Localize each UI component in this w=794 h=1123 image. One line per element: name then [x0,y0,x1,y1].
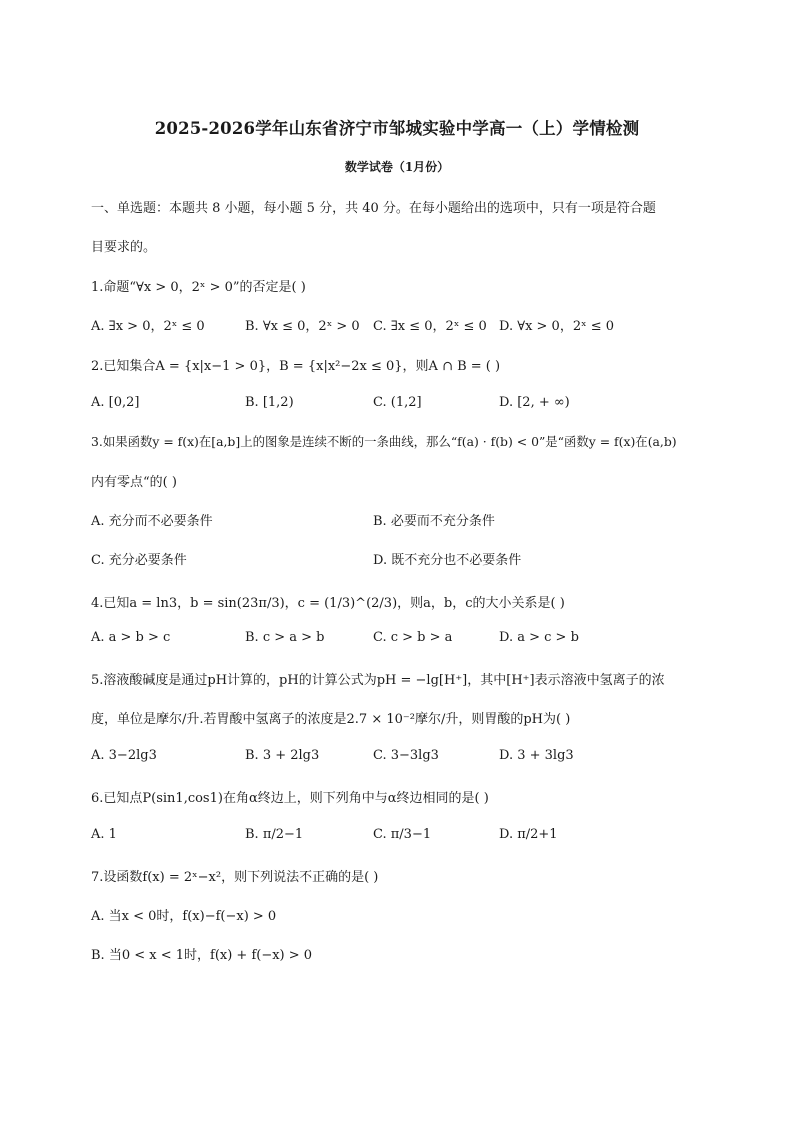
question-3-stem-line-1: 3.如果函数y = f(x)在[a,b]上的图象是连续不断的一条曲线，那么“f(a) · f(b) < 0”是“函数y = f(x)在(a,b) [91,434,677,449]
question-5-option-b: B. 3 + 2lg3 [245,748,320,763]
question-1-stem: 1.命题“∀x > 0，2ˣ > 0”的否定是( ) [91,280,306,295]
question-6-option-a: A. 1 [91,827,117,842]
question-6-option-c: C. π/3−1 [373,827,432,842]
exam-title: 2025-2026学年山东省济宁市邹城实验中学高一（上）学情检测 [154,119,640,138]
question-4-option-d: D. a > c > b [499,630,579,645]
question-3-stem-line-2: 内有零点“的( ) [91,475,177,490]
question-3-option-d: D. 既不充分也不必要条件 [373,553,522,568]
question-4-option-c: C. c > b > a [373,630,453,645]
question-1-option-c: C. ∃x ≤ 0，2ˣ ≤ 0 [373,319,487,334]
question-5-stem-line-2: 度，单位是摩尔/升.若胃酸中氢离子的浓度是2.7 × 10⁻²摩尔/升，则胃酸的pH为( ) [91,712,571,727]
section-instruction-line-1: 一、单选题：本题共 8 小题，每小题 5 分，共 40 分。在每小题给出的选项中，只有一项是符合题 [91,201,656,216]
question-3-option-b: B. 必要而不充分条件 [373,514,495,529]
question-7-stem: 7.设函数f(x) = 2ˣ−x²，则下列说法不正确的是( ) [91,870,379,885]
question-3-option-c: C. 充分必要条件 [91,553,187,568]
question-6-option-b: B. π/2−1 [245,827,304,842]
question-2-option-c: C. (1,2] [373,395,422,410]
question-2-stem: 2.已知集合A = {x|x−1 > 0}，B = {x|x²−2x ≤ 0}，则A ∩ B = ( ) [91,359,501,374]
question-1-option-d: D. ∀x > 0，2ˣ ≤ 0 [499,319,615,334]
question-6-stem: 6.已知点P(sin1,cos1)在角α终边上，则下列角中与α终边相同的是( ) [91,791,489,806]
question-7-option-a: A. 当x < 0时，f(x)−f(−x) > 0 [91,909,277,924]
question-1-option-b: B. ∀x ≤ 0，2ˣ > 0 [245,319,360,334]
question-2-option-b: B. [1,2) [245,395,294,410]
question-4-stem: 4.已知a = ln3，b = sin(23π/3)，c = (1/3)^(2/3)，则a，b，c的大小关系是( ) [91,596,565,611]
question-4-option-a: A. a > b > c [91,630,171,645]
question-5-option-a: A. 3−2lg3 [91,748,157,763]
question-4-option-b: B. c > a > b [245,630,325,645]
question-3-option-a: A. 充分而不必要条件 [91,514,213,529]
question-5-option-d: D. 3 + 3lg3 [499,748,574,763]
question-2-option-a: A. [0,2] [91,395,140,410]
question-2-option-d: D. [2, + ∞) [499,395,570,410]
exam-subtitle: 数学试卷（1月份） [344,160,450,174]
question-1-option-a: A. ∃x > 0，2ˣ ≤ 0 [91,319,205,334]
question-7-option-b: B. 当0 < x < 1时，f(x) + f(−x) > 0 [91,948,313,963]
question-6-option-d: D. π/2+1 [499,827,558,842]
question-5-stem-line-1: 5.溶液酸碱度是通过pH计算的，pH的计算公式为pH = −lg[H⁺]，其中[H⁺]表示溶液中氢离子的浓 [91,673,665,688]
section-instruction-line-2: 目要求的。 [91,240,157,255]
question-5-option-c: C. 3−3lg3 [373,748,439,763]
